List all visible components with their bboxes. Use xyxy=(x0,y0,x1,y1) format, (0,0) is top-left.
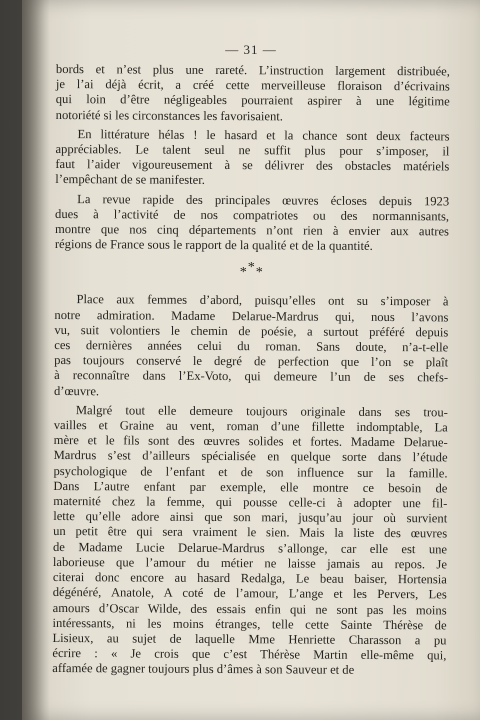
text-line: l’empêchant de se manifester. xyxy=(55,172,205,188)
text-line: montre que nos cinq départements n’ont rien à envier aux autres xyxy=(54,222,450,239)
text-line: appréciables. Le talent seul ne suffit plus pour s’imposer, il xyxy=(55,142,450,159)
text-line: je l’ai déjà écrit, a créé cette merveilleuse floraison d’écrivains xyxy=(55,77,450,94)
text-line: dégénéré, Anatole, A coté de l’amour, L’ange et les Pervers, Les xyxy=(52,585,447,602)
text-line: psychologique de l’enfant et de son influence sur la famille. xyxy=(53,463,448,481)
paragraph xyxy=(52,403,448,679)
text-line: faut l’aider vigoureusement à se délivrer des obstacles matériels xyxy=(55,157,450,174)
text-line: laborieuse que l’amour du métier ne laisse jamais au repos. Je xyxy=(52,554,447,572)
text-line: pas toujours conservé le degré de perfection que l’on se plaît xyxy=(54,353,449,370)
page-text xyxy=(52,62,450,679)
paragraph xyxy=(55,127,449,190)
section-separator xyxy=(55,252,449,294)
text-line: un petit être qui sera vraiment le sien. Mais la liste des œuvres xyxy=(53,524,448,541)
text-line: d’œuvre. xyxy=(53,383,100,398)
page-gutter-shadow xyxy=(22,0,50,720)
text-line: Lisieux, au sujet de laquelle Mme Henriette Charasson a pu xyxy=(52,630,447,648)
separator-asterisk: * xyxy=(247,260,256,276)
text-line: notoriété si les circonstances les favorisaient. xyxy=(55,107,284,123)
text-line: bords et n’est plus une rareté. L’instruction largement distribuée, xyxy=(55,62,450,79)
text-line: dues à l’activité de nos compatriotes ou des normannisants, xyxy=(55,206,450,224)
text-line: Place aux femmes d’abord, puisqu’elles ont su s’imposer à xyxy=(76,292,449,309)
text-line: vailles et Graine au vent, roman d’une fillette indomptable, La xyxy=(53,418,448,435)
text-line: mère et le fils sont des œuvres solides et fortes. Madame Delarue- xyxy=(53,433,448,450)
text-line: maternité chez la femme, qui pousse celle-ci à adopter une fil- xyxy=(53,494,448,511)
text-line: lette qu’elle adore ainsi que son mari, jusqu’au jour où survient xyxy=(53,509,448,526)
text-line: à reconnaître dans l’Ex-Voto, qui demeure l’un de ses chefs- xyxy=(54,368,449,385)
text-line: affamée de gagner toujours plus d’âmes à son Sauveur et de xyxy=(52,661,355,678)
text-line: écrire : « Je crois que c’est Thérèse Martin elle-même qui, xyxy=(52,646,447,663)
text-line: régions de France sous le rapport de la qualité et de la quantité. xyxy=(54,237,373,254)
text-line: de Madame Lucie Delarue-Mardrus s’allonge, car elle est une xyxy=(52,539,448,557)
text-line: ces dernières années celui du roman. Sans doute, n’a-t-elle xyxy=(54,338,449,355)
text-line: Dans L’autre enfant par exemple, elle montre ce besoin de xyxy=(53,478,448,496)
text-line: intéressants, ni les moins étranges, telle cette Sainte Thérèse de xyxy=(52,615,447,633)
paragraph xyxy=(56,62,450,125)
paragraph xyxy=(54,292,449,401)
text-line: citerai donc encore au hasard Redalga, Le beau baiser, Hortensia xyxy=(52,570,447,587)
separator-asterisk: * xyxy=(255,265,264,281)
book-page xyxy=(22,0,480,720)
text-line: En littérature hélas ! le hasard et la chance sont deux facteurs xyxy=(77,126,450,144)
text-line: La revue rapide des principales œuvres écloses depuis 1923 xyxy=(77,191,450,209)
separator-asterisk: * xyxy=(239,265,248,281)
text-line: notre admiration. Madame Delarue-Mardrus qui, nous l’avons xyxy=(54,307,449,325)
text-line: amours d’Oscar Wilde, des essais enfin qui ne sont pas les moins xyxy=(52,600,447,617)
page-number: — 31 — xyxy=(225,42,277,57)
text-line: qui loin d’être négligeables pourraient aspirer à une légitime xyxy=(55,92,450,109)
text-line: Mardrus s’est d’ailleurs spécialisée en quelque sorte dans l’étude xyxy=(53,448,448,465)
paragraph xyxy=(55,192,449,255)
text-line: vu, suit volontiers le chemin de poésie, a surtout préféré depuis xyxy=(54,322,449,340)
text-line: Malgré tout elle demeure toujours originale dans ses trou- xyxy=(75,402,448,420)
